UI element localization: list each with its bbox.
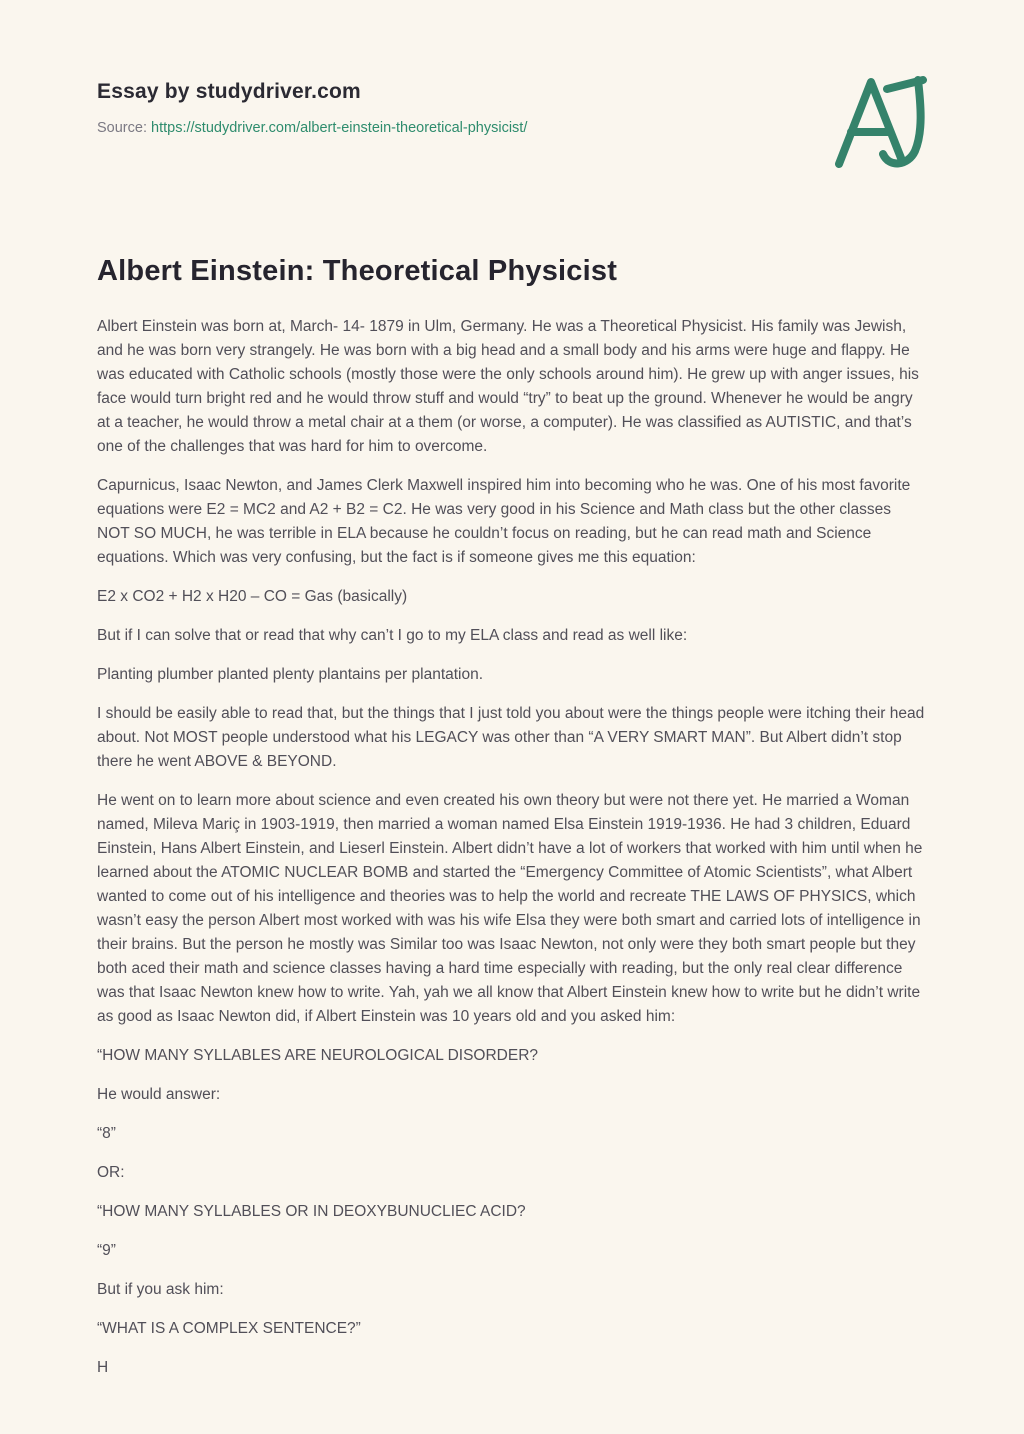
studydriver-a-mark-icon: [831, 159, 927, 176]
page-header: [97, 80, 927, 136]
paragraph: Planting plumber planted plenty plantains per plantation.: [97, 666, 484, 683]
paragraph-question: “HOW MANY SYLLABLES ARE NEUROLOGICAL DISORDER?: [97, 1047, 539, 1064]
paragraph-answer: “8”: [97, 1125, 116, 1142]
studydriver-logo: [831, 72, 927, 172]
essay-body: [97, 254, 927, 1380]
paragraph: But if I can solve that or read that why can’t I go to my ELA class and read as well like:: [97, 627, 688, 644]
page-title: Albert Einstein: Theoretical Physicist: [97, 255, 618, 287]
paragraph: But if you ask him:: [97, 1281, 224, 1298]
paragraph-truncated: H: [97, 1359, 109, 1376]
essay-byline: Essay by studydriver.com: [97, 80, 361, 103]
paragraph-equation: E2 x CO2 + H2 x H20 – CO = Gas (basically): [97, 588, 408, 605]
paragraph-question: “HOW MANY SYLLABLES OR IN DEOXYBUNUCLIEC ACID?: [97, 1203, 526, 1220]
paragraph: OR:: [97, 1164, 125, 1181]
source-link[interactable]: https://studydriver.com/albert-einstein-theoretical-physicist/: [151, 120, 528, 136]
paragraph-question: “WHAT IS A COMPLEX SENTENCE?”: [97, 1320, 361, 1337]
source-label: Source:: [97, 120, 147, 136]
paragraph-answer: “9”: [97, 1242, 116, 1259]
paragraph: He went on to learn more about science and even created his own theory but were not there yet. He married a Woman named, Mileva Mariç in 1903-1919, then married a woman named Elsa Einstein 1919-1936. He had 3 children, Eduard Einstein, Hans Albert Einstein, and Lieserl Einstein. Albert didn’t have a lot of workers that worked with him until when he learned about the ATOMIC NUCLEAR BOMB and started the “Emergency Committee of Atomic Scientists”, what Albert wanted to come out of his intelligence and theories was to help the world and recreate THE LAWS OF PHYSICS, which wasn’t easy the person Albert most worked with was his wife Elsa they were both smart and carried lots of intelligence in their brains. But the person he mostly was Similar too was Isaac Newton, not only were they both smart people but they both aced their math and science classes having a hard time especially with reading, but the only real clear difference was that Isaac Newton knew how to write. Yah, yah we all know that Albert Einstein knew how to write but he didn’t write as good as Isaac Newton did, if Albert Einstein was 10 years old and you asked him:: [97, 792, 923, 1025]
paragraph: He would answer:: [97, 1086, 221, 1103]
paragraph: Albert Einstein was born at, March- 14- 1879 in Ulm, Germany. He was a Theoretical Physicist. His family was Jewish, and he was born very strangely. He was born with a big head and a small body and his arms were huge and flappy. He was educated with Catholic schools (mostly those were the only schools around him). He grew up with anger issues, his face would turn bright red and he would throw stuff and would “try” to beat up the ground. Whenever he would be angry at a teacher, he would throw a metal chair at a them (or worse, a computer). He was classified as AUTISTIC, and that’s one of the challenges that was hard for him to overcome.: [97, 318, 919, 455]
paragraph: Capurnicus, Isaac Newton, and James Clerk Maxwell inspired him into becoming who he was. One of his most favorite equations were E2 = MC2 and A2 + B2 = C2. He was very good in his Science and Math class but the other classes NOT SO MUCH, he was terrible in ELA because he couldn’t focus on reading, but he can read math and Science equations. Which was very confusing, but the fact is if someone gives me this equation:: [97, 477, 911, 566]
paragraph: I should be easily able to read that, but the things that I just told you about were the things people were itching their head about. Not MOST people understood what his LEGACY was other than “A VERY SMART MAN”. But Albert didn’t stop there he went ABOVE & BEYOND.: [97, 705, 925, 770]
source-row: [97, 120, 927, 136]
